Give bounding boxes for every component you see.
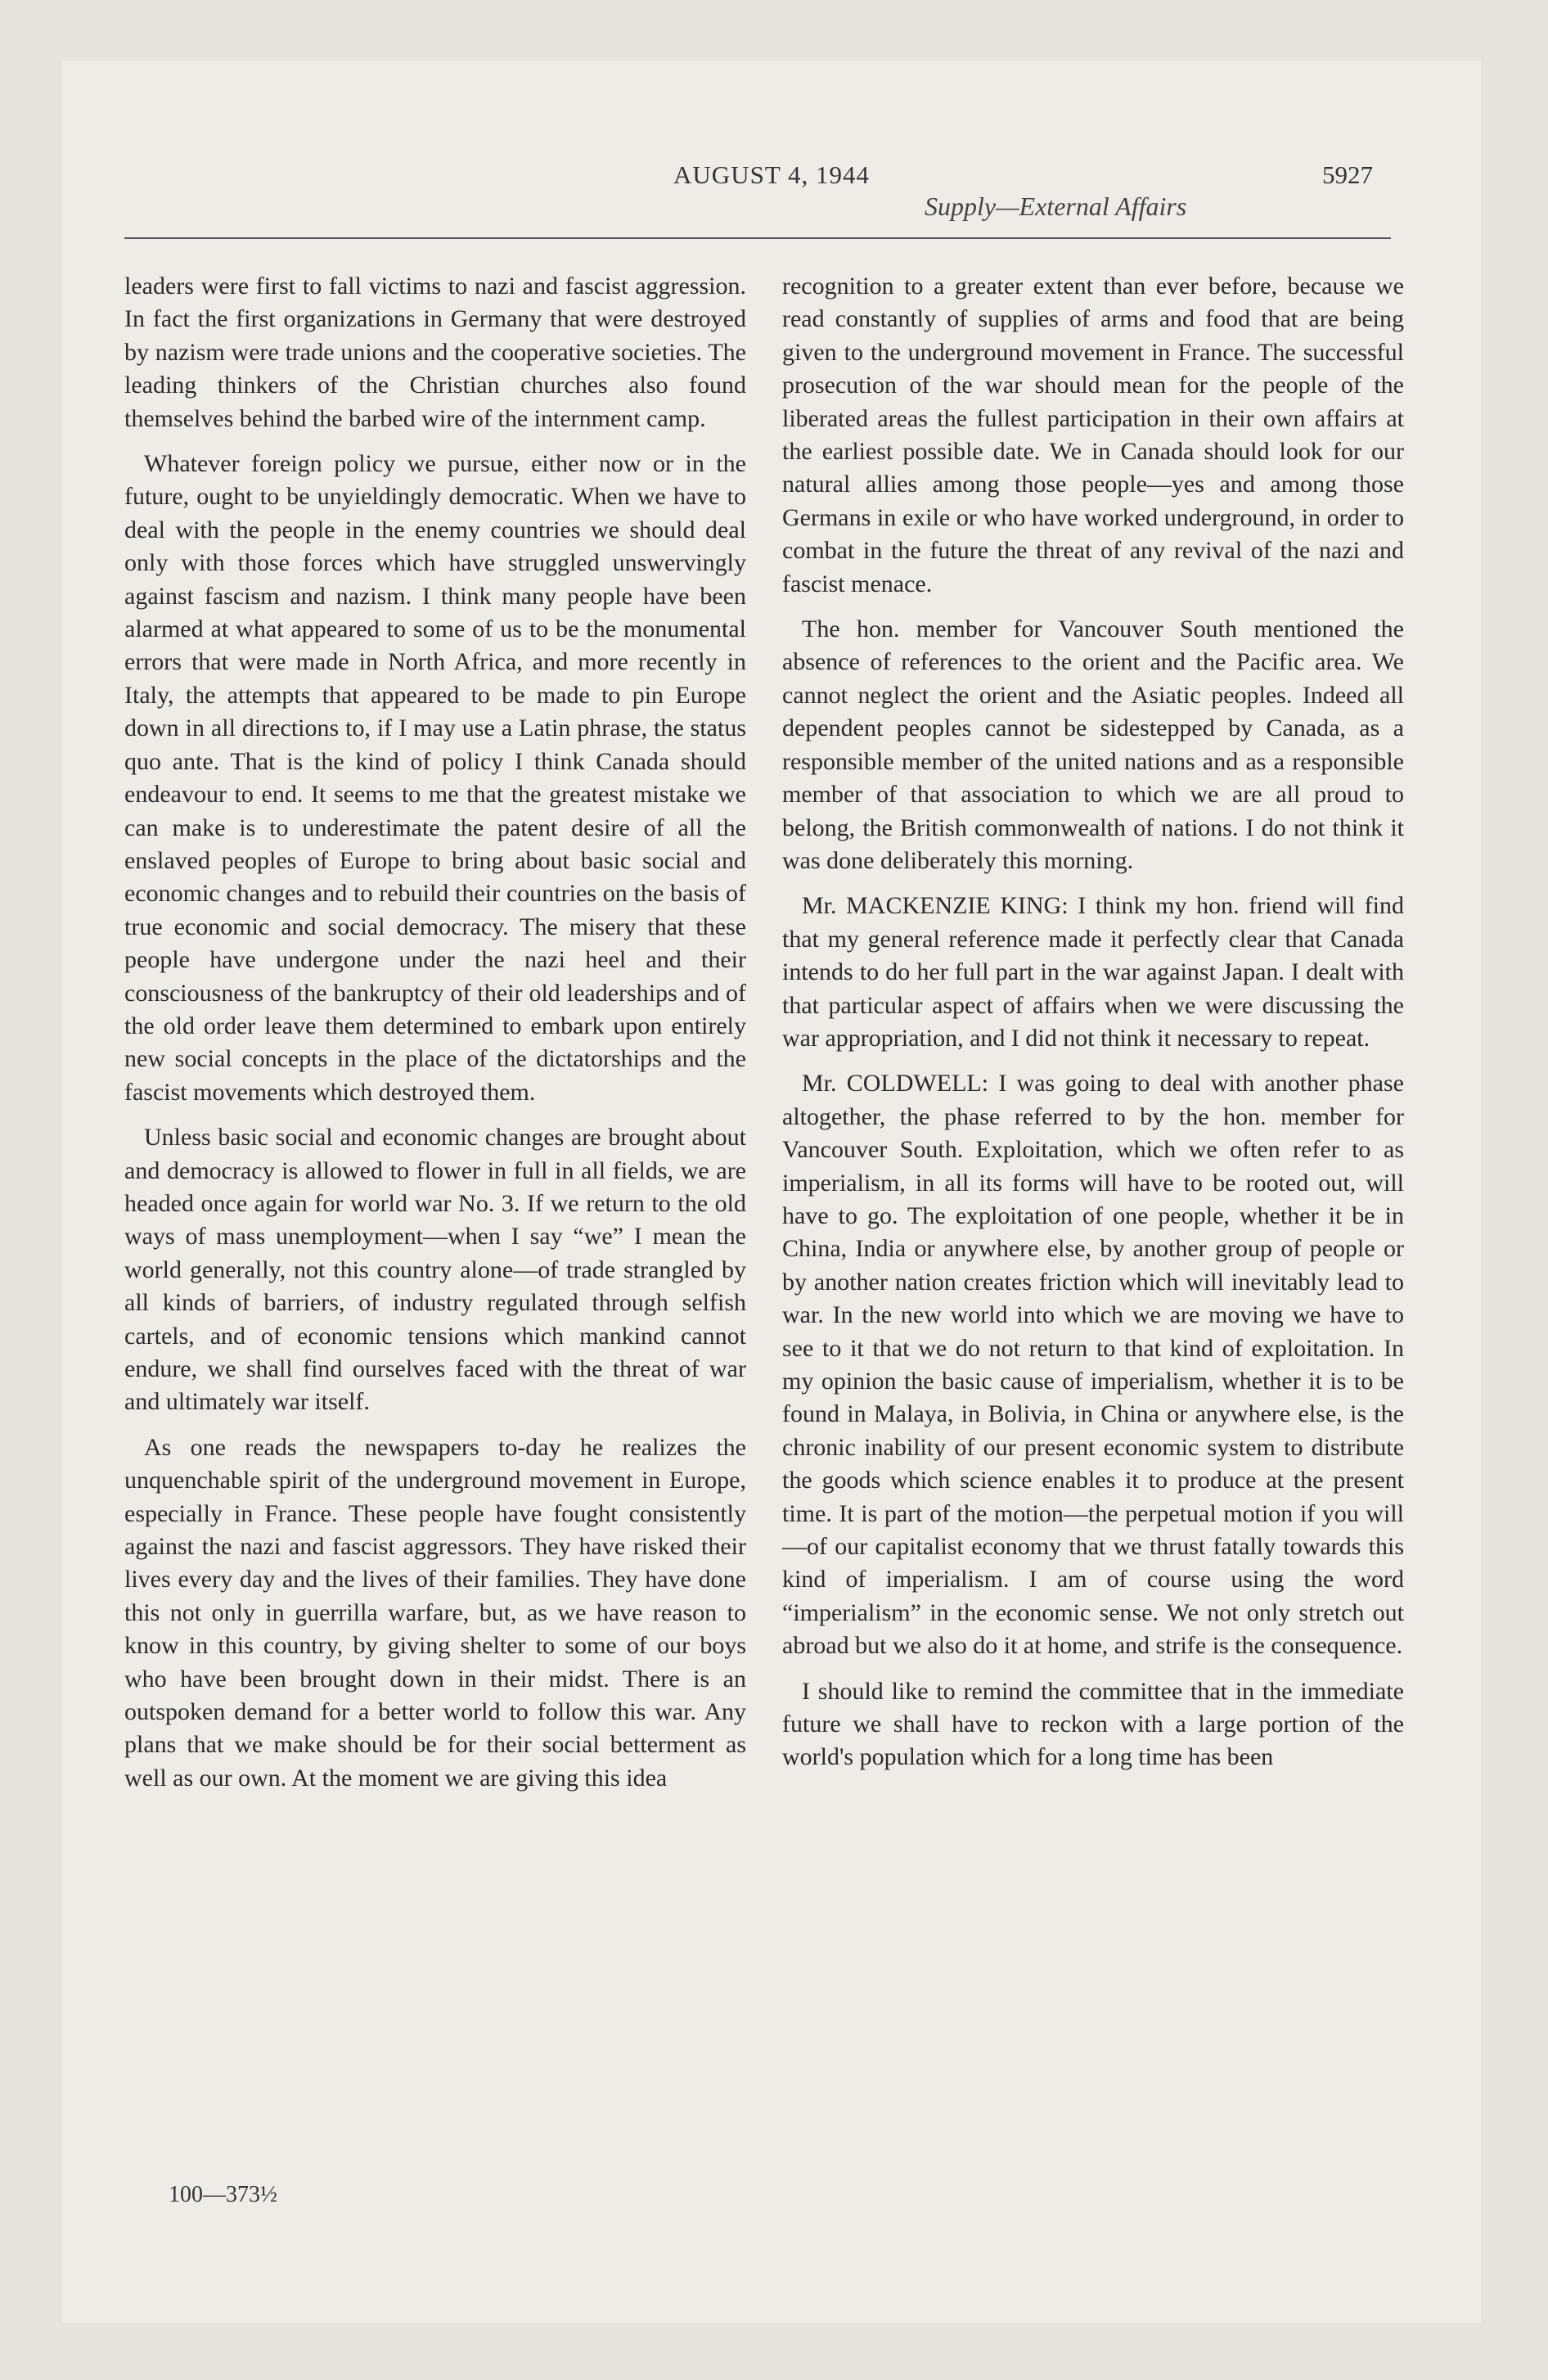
paragraph: Mr. COLDWELL: I was going to deal with another phase altogether, the phase referred to by the hon. member for Vancouver South. Exploitation, which we often refer to as imperialism, in all its forms will have to be rooted out, will have to go. The exploitation of one people, whether it be in China, India or anywhere else, by another group of people or by another nation creates friction which will inevitably lead to war. In the new world into which we are moving we have to see to it that we do not return to that kind of exploitation. In my opinion the basic cause of imperialism, whether it is to be found in Malaya, in Bolivia, in China or anywhere else, is the chronic inability of our present economic system to distribute the goods which science enables it to produce at the present time. It is part of the motion—the perpetual motion if you will—of our capitalist economy that we thrust fatally towards this kind of imperialism. I am of course using the word “imperialism” in the economic sense. We not only stretch out abroad but we also do it at home, and strife is the consequence. (782, 1070, 1404, 1660)
right-column (782, 270, 1404, 1787)
paragraph: The hon. member for Vancouver South mentioned the absence of references to the orient and the Pacific area. We cannot neglect the orient and the Asiatic peoples. Indeed all dependent peoples cannot be sidestepped by Canada, as a responsible member of the united nations and as a responsible member of that association to which we are all proud to belong, the British commonwealth of nations. I do not think it was done deliberately this morning. (782, 615, 1404, 874)
paragraph: recognition to a greater extent than ever before, because we read constantly of supplies of arms and food that are being given to the underground movement in France. The successful prosecution of the war should mean for the people of the liberated areas the fullest participation in their own affairs at the earliest possible date. We in Canada should look for our natural allies among those people—yes and among those Germans in exile or who have worked underground, in order to combat in the future the threat of any revival of the nazi and fascist menace. (782, 273, 1404, 597)
paragraph: Whatever foreign policy we pursue, either now or in the future, ought to be unyieldingly democratic. When we have to deal with the people in the enemy countries we should deal only with those forces which have struggled unswervingly against fascism and nazism. I think many people have been alarmed at what appeared to some of us to be the monumental errors that were made in North Africa, and more recently in Italy, the attempts that appeared to be made to pin Europe down in all directions to, if I may use a Latin phrase, the status quo ante. That is the kind of policy I think Canada should endeavour to end. It seems to me that the greatest mistake we can make is to underestimate the patent desire of all the enslaved peoples of Europe to bring about basic social and economic changes and to rebuild their countries on the basis of true economic and social democracy. The misery that these people have undergone under the nazi heel and their consciousness of the bankruptcy of their old leaderships and of the old order leave them determined to embark upon entirely new social concepts in the place of the dictatorships and the fascist movements which destroyed them. (124, 450, 746, 1106)
page-header (62, 160, 1481, 226)
header-section-title: Supply—External Affairs (925, 192, 1187, 221)
header-rule (124, 237, 1391, 239)
signature-reference: 100—373½ (169, 2182, 277, 2207)
document-page (62, 61, 1481, 2323)
left-column (124, 270, 746, 1807)
header-page-number: 5927 (1322, 160, 1373, 189)
paragraph: Mr. MACKENZIE KING: I think my hon. friend will find that my general reference made it perfectly clear that Canada intends to do her full part in the war against Japan. I dealt with that particular aspect of affairs when we were discussing the war appropriation, and I did not think it necessary to repeat. (782, 892, 1404, 1052)
header-date: AUGUST 4, 1944 (673, 160, 870, 189)
paragraph: leaders were first to fall victims to nazi and fascist aggression. In fact the first organizations in Germany that were destroyed by nazism were trade unions and the cooperative societies. The leading thinkers of the Christian churches also found themselves behind the barbed wire of the internment camp. (124, 273, 746, 432)
paragraph: I should like to remind the committee that in the immediate future we shall have to reckon with a large portion of the world's population which for a long time has been (782, 1677, 1404, 1771)
paragraph: Unless basic social and economic changes are brought about and democracy is allowed to flower in full in all fields, we are headed once again for world war No. 3. If we return to the old ways of mass unemployment—when I say “we” I mean the world generally, not this country alone—of trade strangled by all kinds of barriers, of industry regulated through selfish cartels, and of economic tensions which mankind cannot endure, we shall find ourselves faced with the threat of war and ultimately war itself. (124, 1124, 746, 1416)
paragraph: As one reads the newspapers to-day he realizes the unquenchable spirit of the underground movement in Europe, especially in France. These people have fought consistently against the nazi and fascist aggressors. They have risked their lives every day and the lives of their families. They have done this not only in guerrilla warfare, but, as we have reason to know in this country, by giving shelter to some of our boys who have been brought down in their midst. There is an outspoken demand for a better world to follow this war. Any plans that we make should be for their social betterment as well as our own. At the moment we are giving this idea (124, 1433, 746, 1792)
